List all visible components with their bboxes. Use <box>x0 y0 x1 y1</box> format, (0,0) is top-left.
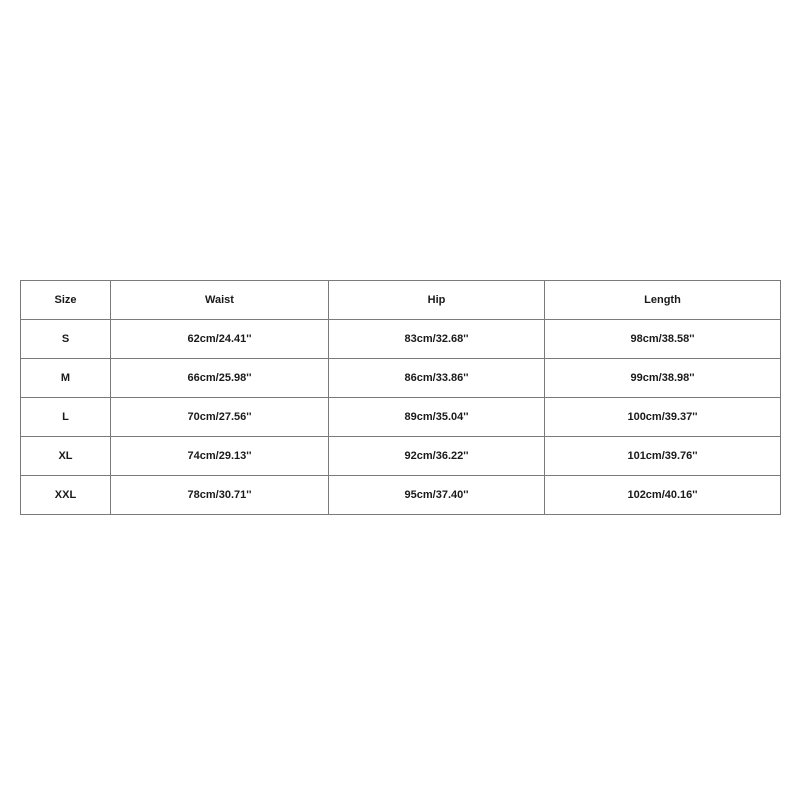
cell-hip: 95cm/37.40'' <box>329 476 545 515</box>
header-hip: Hip <box>329 281 545 320</box>
table-row <box>21 437 781 476</box>
cell-hip: 92cm/36.22'' <box>329 437 545 476</box>
cell-size: XXL <box>21 476 111 515</box>
cell-size: XL <box>21 437 111 476</box>
cell-waist: 62cm/24.41'' <box>111 320 329 359</box>
size-chart-table <box>20 280 781 515</box>
cell-waist: 66cm/25.98'' <box>111 359 329 398</box>
cell-size: S <box>21 320 111 359</box>
table-row <box>21 320 781 359</box>
table-row <box>21 398 781 437</box>
cell-waist: 70cm/27.56'' <box>111 398 329 437</box>
cell-hip: 89cm/35.04'' <box>329 398 545 437</box>
cell-length: 99cm/38.98'' <box>545 359 781 398</box>
cell-length: 102cm/40.16'' <box>545 476 781 515</box>
cell-hip: 83cm/32.68'' <box>329 320 545 359</box>
cell-hip: 86cm/33.86'' <box>329 359 545 398</box>
table-row <box>21 476 781 515</box>
cell-length: 101cm/39.76'' <box>545 437 781 476</box>
cell-length: 98cm/38.58'' <box>545 320 781 359</box>
cell-length: 100cm/39.37'' <box>545 398 781 437</box>
cell-waist: 78cm/30.71'' <box>111 476 329 515</box>
header-waist: Waist <box>111 281 329 320</box>
cell-size: L <box>21 398 111 437</box>
table-header-row <box>21 281 781 320</box>
cell-waist: 74cm/29.13'' <box>111 437 329 476</box>
header-length: Length <box>545 281 781 320</box>
cell-size: M <box>21 359 111 398</box>
header-size: Size <box>21 281 111 320</box>
table-row <box>21 359 781 398</box>
